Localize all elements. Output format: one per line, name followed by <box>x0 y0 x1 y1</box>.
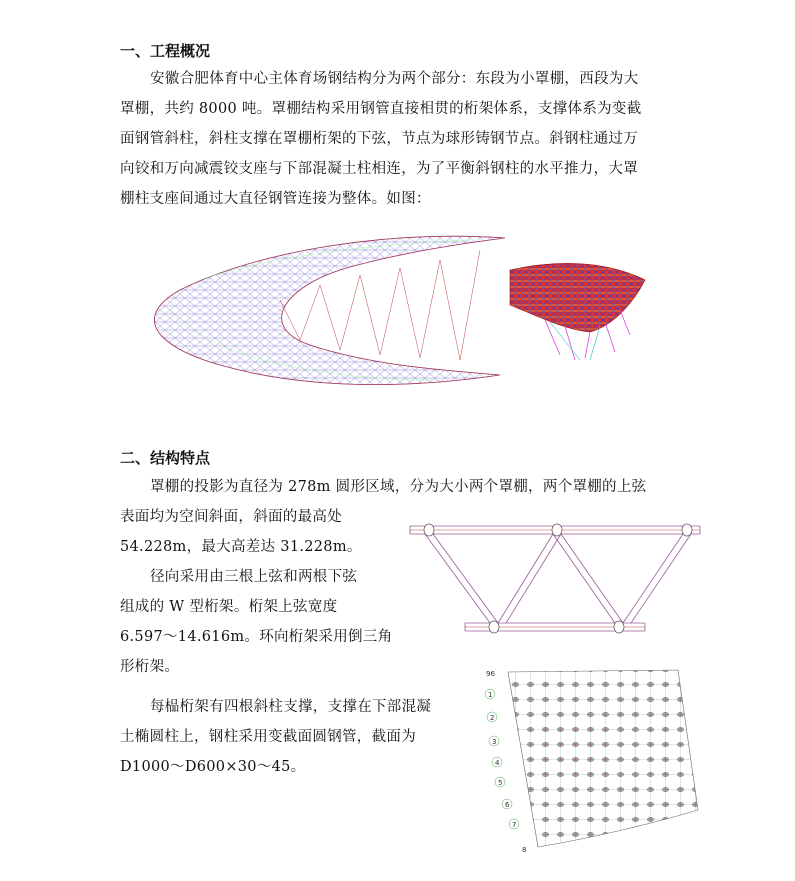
section1-line-5: 棚柱支座间通过大直径钢管连接为整体。如图： <box>120 191 431 207</box>
ring-truss-grid-figure <box>478 662 708 857</box>
section2-p2-line-1: 径向采用由三根上弦和两根下弦 <box>150 569 358 585</box>
section2-line-1: 罩棚的投影为直径为 278m 圆形区域，分为大小两个罩棚，两个罩棚的上弦 <box>150 479 647 495</box>
grid-label-3: 3 <box>492 738 497 746</box>
section2-p3-line-3: D1000～D600×30～45。 <box>120 759 306 775</box>
grid-label-96: 96 <box>486 670 495 678</box>
w-truss-figure <box>405 518 705 643</box>
section2-p2-line-3: 6.597～14.616m。环向桁架采用倒三角 <box>120 629 393 645</box>
section2-line-2: 表面均为空间斜面，斜面的最高处 <box>120 509 342 525</box>
section2-paragraph-2 <box>120 562 410 682</box>
grid-label-1: 1 <box>488 691 493 699</box>
grid-label-2: 2 <box>490 714 495 722</box>
section2-paragraph-3 <box>120 692 470 782</box>
grid-label-5: 5 <box>498 779 503 787</box>
section2-line-3: 54.228m，最大高差达 31.228m。 <box>120 539 362 555</box>
section1-paragraph <box>120 64 680 214</box>
section1-line-1: 安徽合肥体育中心主体育场钢结构分为两个部分：东段为小罩棚，西段为大 <box>150 71 639 87</box>
grid-label-4: 4 <box>495 759 500 767</box>
large-canopy-figure <box>140 230 520 400</box>
section1-line-2: 罩棚，共约 8000 吨。罩棚结构采用钢管直接相贯的桁架体系，支撑体系为变截 <box>120 101 642 117</box>
grid-label-6: 6 <box>505 801 510 809</box>
section2-p2-line-2: 组成的 W 型桁架。桁架上弦宽度 <box>120 599 338 615</box>
section2-p3-line-2: 土椭圆柱上，钢柱采用变截面圆钢管，截面为 <box>120 729 416 745</box>
section2-p3-line-1: 每榀桁架有四根斜柱支撑，支撑在下部混凝 <box>150 699 432 715</box>
section2-p2-line-4: 形桁架。 <box>120 659 180 675</box>
section1-line-3: 面钢管斜柱，斜柱支撑在罩棚桁架的下弦，节点为球形铸钢节点。斜钢柱通过万 <box>120 131 638 147</box>
section1-line-4: 向铰和万向减震铰支座与下部混凝土柱相连，为了平衡斜钢柱的水平推力，大罩 <box>120 161 638 177</box>
grid-label-8: 8 <box>522 846 527 854</box>
section2-heading: 二、结构特点 <box>120 449 211 467</box>
grid-label-7: 7 <box>512 821 517 829</box>
section1-heading: 一、工程概况 <box>120 42 211 60</box>
small-canopy-figure <box>505 260 650 365</box>
